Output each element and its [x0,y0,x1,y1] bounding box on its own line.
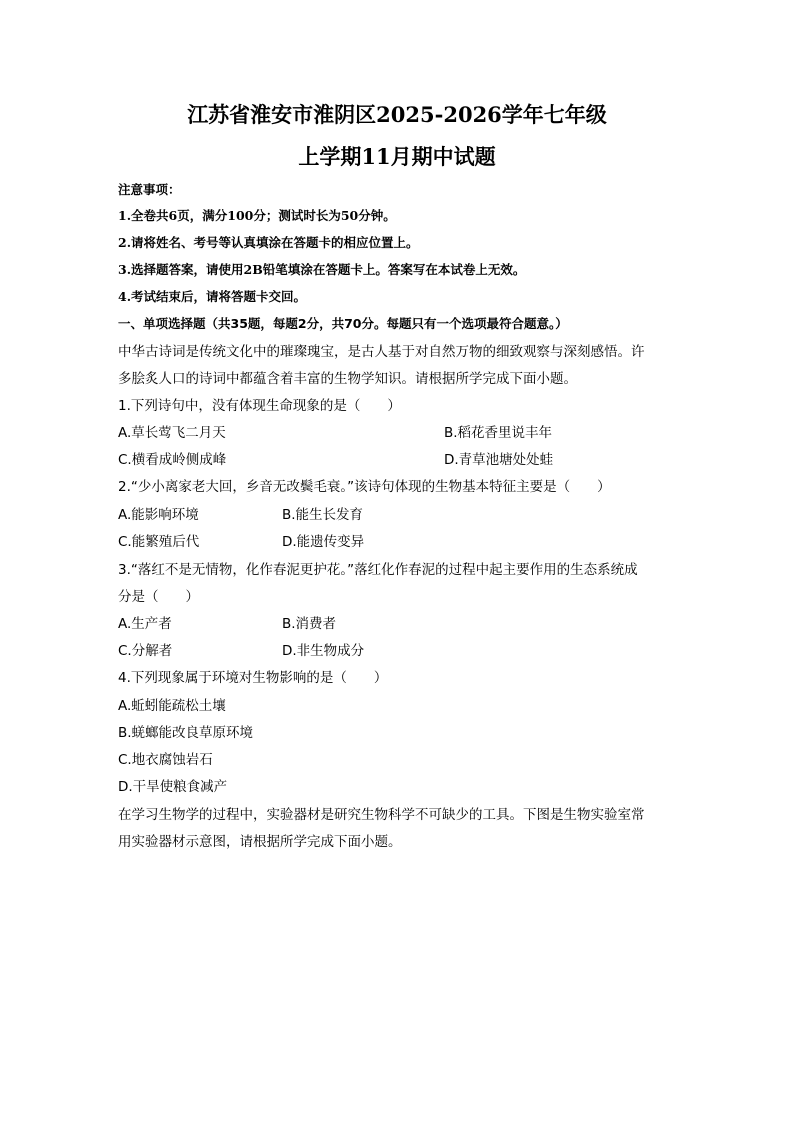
q1-stem: 1.下列诗句中，没有体现生命现象的是（ ） [118,398,401,414]
q2-option-d: D.能遗传变异 [282,534,365,550]
q3-stem-line2: 分是（ ） [118,589,199,605]
notice-heading: 注意事项： [118,182,181,197]
intro1-line1: 中华古诗词是传统文化中的璀璨瑰宝，是古人基于对自然万物的细致观察与深刻感悟。许 [118,344,645,360]
q1-option-d: D.青草池塘处处蛙 [444,452,554,468]
q3-stem-line1: 3.“落红不是无情物，化作春泥更护花。”落红化作春泥的过程中起主要作用的生态系统成 [118,562,638,578]
q4-option-d: D.干旱使粮食减产 [118,779,228,795]
notice-item-3: 3.选择题答案，请使用2B铅笔填涂在答题卡上。答案写在本试卷上无效。 [118,262,526,277]
q1-option-b: B.稻花香里说丰年 [444,425,553,441]
q1-option-c: C.横看成岭侧成峰 [118,452,227,468]
exam-title-line1: 江苏省淮安市淮阴区2025-2026学年七年级 [187,102,607,127]
q2-option-b: B.能生长发育 [282,507,364,523]
q4-option-b: B.蜣螂能改良草原环境 [118,725,254,741]
intro2-line1: 在学习生物学的过程中，实验器材是研究生物科学不可缺少的工具。下图是生物实验室常 [118,807,645,823]
q4-stem: 4.下列现象属于环境对生物影响的是（ ） [118,670,388,686]
q3-option-d: D.非生物成分 [282,643,365,659]
q4-option-c: C.地衣腐蚀岩石 [118,752,213,768]
q3-option-c: C.分解者 [118,643,173,659]
q3-option-b: B.消费者 [282,616,337,632]
q2-option-a: A.能影响环境 [118,507,199,523]
intro2-line2: 用实验器材示意图，请根据所学完成下面小题。 [118,834,402,850]
q3-option-a: A.生产者 [118,616,172,632]
q4-option-a: A.蚯蚓能疏松土壤 [118,698,226,714]
intro1-line2: 多脍炙人口的诗词中都蕴含着丰富的生物学知识。请根据所学完成下面小题。 [118,371,577,387]
notice-item-4: 4.考试结束后，请将答题卡交回。 [118,289,307,304]
notice-item-2: 2.请将姓名、考号等认真填涂在答题卡的相应位置上。 [118,235,419,250]
q2-option-c: C.能繁殖后代 [118,534,200,550]
section1-heading: 一、单项选择题（共35题，每题2分，共70分。每题只有一个选项最符合题意。） [118,316,568,331]
notice-item-1: 1.全卷共6页，满分100分；测试时长为50分钟。 [118,208,396,223]
exam-title-line2: 上学期11月期中试题 [298,144,496,169]
q2-stem: 2.“少小离家老大回，乡音无改鬓毛衰。”该诗句体现的生物基本特征主要是（ ） [118,479,611,495]
q1-option-a: A.草长莺飞二月天 [118,425,226,441]
